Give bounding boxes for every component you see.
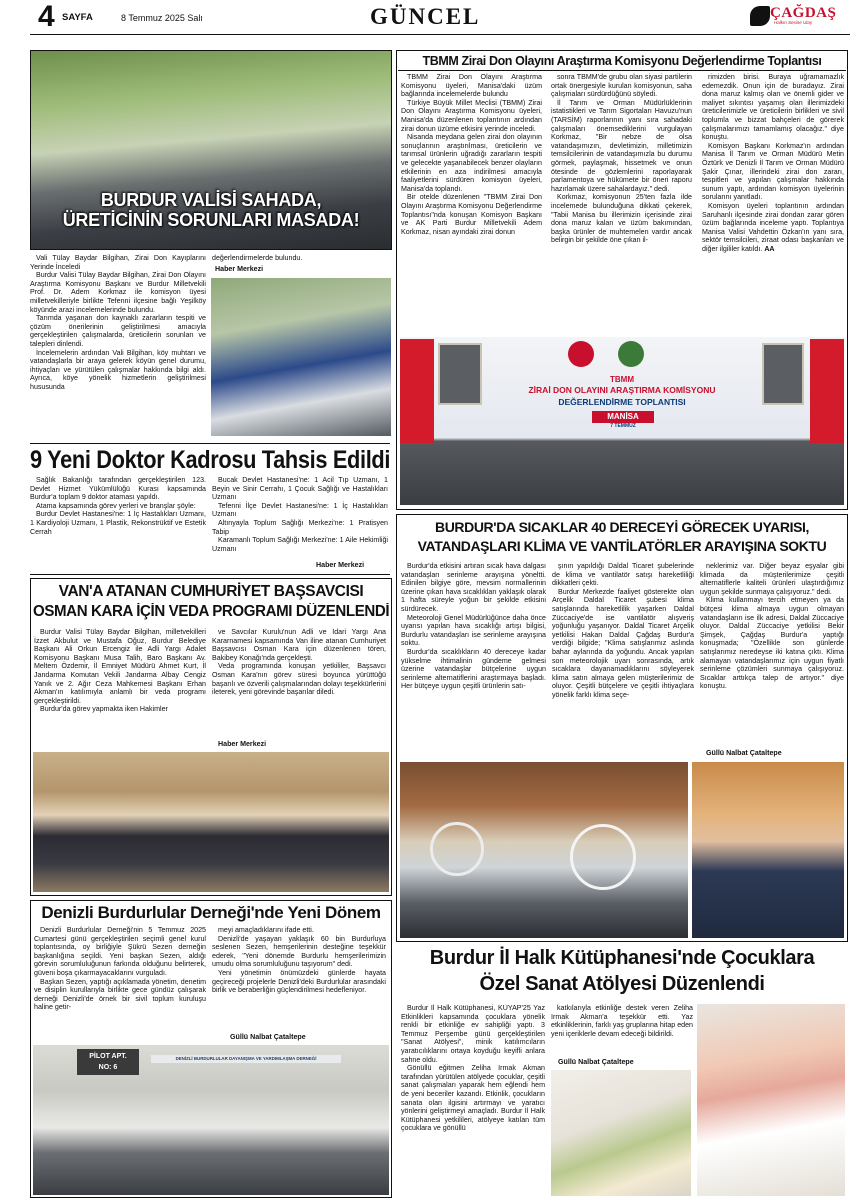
sicak-para: neklerimiz var. Diğer beyaz eşyalar gibi klimada da müşterilerimize çeşitli alternatiflerle kaliteli ürünleri ulaştırdığımız uygun şekilde sunmaya çalışıyoruz." dedi. <box>700 562 844 596</box>
tbmm-para-text: Komisyon üyeleri toplantının ardından Saruhanlı ilçesinde zirai dondan zarar gören üzüm bağlarında inceleme yaptı. Toplantıya Manisa Valisi Vahdettin Özkan'ın yanı sıra, sektör temsilcileri, ziraat odası başkanları ve diğer ilgililer katıldı. <box>702 201 844 253</box>
dernek-para: Yeni yönetimin önümüzdeki günlerde hayata geçireceği projelerle Denizli'deki Burdurlular arasındaki birlik ve beraberliğin güçlendirilmesi hedefleniyor. <box>212 968 386 995</box>
commission-emblem-icon <box>618 341 644 367</box>
vali-para: Burdur Valisi Tülay Baydar Bilgihan, Zirai Don Olayını Araştırma Komisyonu Başkanı ve Burdur Milletvekili Prof. Dr. Adem Korkmaz ile komisyon üyesi milletvekilleriyle birlikte Tefenni ilçesine bağlı Yeşilköy köyünde arazi incelemelerinde bulundu. <box>30 271 206 314</box>
sicak-col2 <box>552 562 694 758</box>
sign-line2: NO: 6 <box>98 1064 118 1071</box>
divider <box>30 443 390 444</box>
vali-para: Vali Tülay Baydar Bilgihan, Zirai Don Kayıplarını Yerinde İnceledi <box>30 254 206 271</box>
tbmm-emblem-icon <box>568 341 594 367</box>
vali-photo-frame <box>30 50 392 250</box>
child-painting-photo <box>697 1004 845 1196</box>
kutuphane-headline-line2: Özel Sanat Atölyesi Düzenlendi <box>479 973 765 995</box>
tbmm-para: rimizden birisi. Buraya uğramamazlık edemezdik. Onun için de buradayız. Zirai dona maruz kalmış olan ve önemli gider ve maliyet sıkıntısı yaşamış olan illerimizdeki üreticilerimizle ve üreticilerin birlikleri ve sivil toplumla ve bizzat bahçeleri de görerek çalışmalarımızı tamamlamış olacağız." diye konuştu. <box>702 73 844 142</box>
doktor-para: Bucak Devlet Hastanesi'ne: 1 Acil Tıp Uzmanı, 1 Beyin ve Sinir Cerrahı, 1 Çocuk Sağlığı ve Hastalıkları Uzmanı <box>212 476 388 502</box>
doktor-para: Burdur Devlet Hastanesi'ne: 1 İç Hastalıkları Uzmanı, 1 Kardiyoloji Uzmanı, 1 Plastik, Rekonstrüktif ve Estetik Cerrah <box>30 510 206 536</box>
dernek-para: Denizli Burdurlular Derneği'nin 5 Temmuz 2025 Cumartesi günü gerçekleştirilen seçimli genel kurul toplantısında, oy birliğiyle Şükrü Sezen derneğin başkanlığına seçildi. Yeni başkan Sezen, aldığı görevin sorumluluğunun farkında olduğunu belirterek, güveni boşa çıkarmayacaklarını vurguladı. <box>34 926 206 977</box>
vali-para: Tarımda yaşanan don kaynaklı zararların tespiti ve çözüm önerilerinin geliştirilmesi amacıyla gerçekleştirilen çalışmalarda, üreticilerin sorunları ve talepleri dinlendi. <box>30 314 206 348</box>
dernek-col1 <box>34 926 206 1044</box>
tbmm-para <box>702 202 844 254</box>
page-number: 4 <box>38 0 55 33</box>
tbmm-headline: TBMM Zirai Don Olayını Araştırma Komisyonu Değerlendirme Toplantısı <box>422 54 822 68</box>
doktor-para: Tefenni İlçe Devlet Hastanesi'ne: 1 İç Hastalıkları Uzmanı <box>212 501 388 519</box>
banner-date: 7 TEMMUZ <box>610 423 636 429</box>
sicak-para: Burdur Merkezde faaliyet gösterekte olan Arçelik Daldal Ticaret şubesi klima satışlarında hareketlilik yaşarken Daldal Züccaciye'de ise vantilatör alışveriş yoğunluğu yaşanıyor. Daldal Ticaret Arçelik yetkilisi Hakan Daldal Çağdaş Burdur'a verdiği bilgide; "Klima satışlarımız aslında bahar aylarında da yoğundu. Ancak yapılan son meteorolojik uyarı sonrasında, artık sıcaklara dayanamadıklarını söyleyerek klima satın almaya gelen müşterilerimiz de oluyor. Çeşitli bütçelere ve çeşitli ihtiyaçlara yönelik farklı klima seçe- <box>552 587 694 699</box>
section-title: GÜNCEL <box>370 4 481 29</box>
fan-icon <box>570 824 636 890</box>
turkish-flag-right <box>810 339 844 443</box>
page-label: SAYFA <box>62 12 93 23</box>
apartment-sign <box>77 1049 139 1075</box>
header-rule <box>30 34 850 35</box>
tbmm-col1 <box>401 73 542 335</box>
kutuphane-col2 <box>551 1004 693 1064</box>
vali-villagers-photo <box>211 278 391 436</box>
banner-line2: ZİRAİ DON OLAYINI ARAŞTIRMA KOMİSYONU <box>528 385 716 395</box>
van-col1 <box>34 628 206 750</box>
kutuphane-para: Gönüllü eğitmen Zeliha Irmak Akman tarafından yürütülen atölyede çocuklar, çeşitli sanat çalışmaları yaparak hem eğlendi hem de yeni beceriler kazandı. Etkinlik, çocukların sanata olan ilgisini artırmayı ve yaratıcı yönlerini geliştirmeyi amaçladı. Burdur İl Halk Kütüphanesi yetkilileri, atölyeye katılan tüm çocuklara ve gönüllü <box>401 1064 545 1133</box>
issue-date: 8 Temmuz 2025 Salı <box>121 13 203 23</box>
kutuphane-headline-line1: Burdur İl Halk Kütüphanesi'nde Çocuklara <box>429 947 815 969</box>
dernek-banner: DENİZLİ BURDURLULAR DAYANIŞMA VE YARDIMLAŞMA DERNEĞİ <box>151 1055 341 1063</box>
van-headline-line2: OSMAN KARA İÇİN VEDA PROGRAMI DÜZENLENDİ <box>33 603 390 620</box>
doktor-para: Altınyayla Toplum Sağlığı Merkezi'ne: 1 Pratisyen Tabip <box>212 518 388 536</box>
kutuphane-para: katkılarıyla etkinliğe destek veren Zeliha Irmak Akman'a teşekkür etti. Yaz etkinliklerinin, farklı yaş gruplarına hitap eden yeni içeriklerle devam edeceği bildirildi. <box>551 1004 693 1038</box>
vali-overlay-title <box>31 190 391 230</box>
vali-body-left <box>30 254 206 440</box>
tbmm-col3 <box>702 73 844 335</box>
vali-para: İncelemelerin ardından Vali Bilgihan, köy muhtarı ve vatandaşlarla bir araya gelerek köyün genel durumu, ihtiyaçları ve yürütülen çalışmalar hakkında bilgi aldı. Ayrıca, köye yönelik hizmetlerin geliştirilmesi hususunda <box>30 348 206 391</box>
sicak-para: Burdur'da etkisini artıran sıcak hava dalgası vatandaşları serinleme arayışına yöneltti. Edinilen bilgiye göre, mevsim normallerinin üzerine çıkan hava sıcaklıkları yaklaşık olarak 1 hafta süreyle yoğun bir şekilde etkisini sürdürecek. <box>401 562 546 613</box>
fans-store-photo <box>400 762 688 938</box>
dernek-para: Başkan Sezen, yaptığı açıklamada yönetim, denetim ve disiplin kurullarıyla birlikte gece gündüz çalışarak derneği Denizli'de örnek bir sivil toplum kuruluşu haline getir- <box>34 977 206 1012</box>
divider <box>398 70 846 71</box>
van-headline-line1: VAN'A ATANAN CUMHURİYET BAŞSAVCISI <box>58 583 364 600</box>
tbmm-para: İl Tarım ve Orman Müdürlüklerinin istatistikleri ve Tarım Sigortaları Havuzu'nun (TARSİM) raporlarının yanı sıra sahadaki çalışmaları önemsediklerini vurgulayan Korkmaz, "Bir nebze de olsa vatandaşımızın, devletimizin, milletimizin temsilcilerinin de vatandaşımızla bu durumu görmek, paylaşmak, hissetmek ve onun ötesinde de gözlemlerini raporlayarak parlamentoya ve hükümete bir öneri raporu hazırlamak üzere sahalardayız." dedi. <box>551 98 692 193</box>
sicak-col1 <box>401 562 546 758</box>
dernek-byline: Güllü Nalbat Çataltepe <box>230 1033 306 1041</box>
sicak-para: Klima kullanmayı tercih etmeyen ya da bütçesi klima almaya uygun olmayan vatandaşların ise ilk adresi, Daldal Züccaciye oluyor. Daldal Züccaciye yetkilisi Bekir Şimşek, Çağdaş Burdur'a yaptığı konuşmada; "Özellikle son günlerde satışlarımız neredeyse iki katına çıktı. Klima alamayan vatandaşlarımız için uygun fiyatlı serinleme çözümleri sunmaya çalışıyoruz. Sıcaklar arttıkça talep de artıyor." diye konuştu. <box>700 596 844 691</box>
tbmm-para: Türkiye Büyük Millet Meclisi (TBMM) Zirai Don Olayını Araştırma Komisyonu üyeleri, Manisa'da düzenlenen toplantının ardından zirai donun üzüme etkisini yerinde inceledi. <box>401 98 542 133</box>
vali-overlay-line2: ÜRETİCİNİN SORUNLARI MASADA! <box>62 210 360 230</box>
sicak-headline-line2: VATANDAŞLARI KLİMA VE VANTİLATÖRLER ARAYIŞINA SOKTU <box>417 538 827 554</box>
tbmm-para: sonra TBMM'de grubu olan siyasi partilerin ortak önergesiyle kurulan komisyonun, saha çalışmaları sürdürdüğünü söyledi. <box>551 73 692 99</box>
doktor-byline: Haber Merkezi <box>316 561 365 569</box>
tbmm-para: Korkmaz, komisyonun 25'ten fazla ilde incelemede bulunduğuna dikkati çekerek, "Tabii Manisa bu illerimizin içerisinde zirai dona maruz kalan ve üzüm bakımından, başka ürünler de muhtemelen vardır ancak belirgin bir şekilde öne çıkan il- <box>551 193 692 245</box>
president-portrait <box>762 343 804 405</box>
tbmm-para: TBMM Zirai Don Olayını Araştırma Komisyonu üyeleri, Manisa'daki üzüm bağlarında incelemelerde bulundu <box>401 73 542 99</box>
van-byline: Haber Merkezi <box>218 740 267 748</box>
tbmm-meeting-photo <box>400 337 844 505</box>
sicak-byline: Güllü Nalbat Çataltepe <box>706 749 782 757</box>
doktor-headline: 9 Yeni Doktor Kadrosu Tahsis Edildi <box>30 446 391 474</box>
logo-name: ÇAĞDAŞ <box>770 5 837 21</box>
kutuphane-byline: Güllü Nalbat Çataltepe <box>558 1058 634 1066</box>
dernek-para: Denizli'de yaşayan yaklaşık 60 bin Burdurluya seslenen Sezen, hemşerilerinin desteğine teşekkür ederek, "Yeni dönemde Burdurlu hemşerilerimizin umudu olma sorumluluğunu taşıyorum" dedi. <box>212 934 386 969</box>
vali-body-right: değerlendirmelerde bulundu. <box>212 254 303 262</box>
van-col2 <box>212 628 386 738</box>
turkish-flag-left <box>400 339 434 443</box>
doktor-col2 <box>212 476 388 572</box>
logo-tagline: Halkın Sesine Ulaş <box>774 20 813 25</box>
sign-line1: PİLOT APT. <box>89 1053 127 1060</box>
tbmm-para: Komisyon Başkanı Korkmaz'ın ardından Manisa İl Tarım ve Orman Müdürü Metin Öztürk ve Denizli İl Tarım ve Orman Müdürü Şakir Çınar, illerindeki zirai don zararı, tespitleri ve yapılan çalışmalar hakkında sunum yaptı, ardından komisyon üyelerinin sorularını yanıtladı. <box>702 141 844 202</box>
banner-city: MANİSA <box>592 411 654 423</box>
newspaper-logo <box>748 4 840 30</box>
kutuphane-col1 <box>401 1004 545 1198</box>
van-para: Burdur Valisi Tülay Baydar Bilgihan, milletvekilleri İzzet Akbulut ve Mustafa Oğuz, Burdur Belediye Başkanı Ali Orkun Ercengiz ile Adli Yargı Adalet Komisyonu Başkanı Musa Talih, Baro Başkanı Av. Meltem Özdemir, İl Emniyet Müdürü Ahmet Kurt, İl Jandarma Komutan Vekili Jandarma Albay Cengiz Yanık ve 2. Ağır Ceza Mahkemesi Başkanı Erhan Akman'ın katılımıyla anlamlı bir veda programı gerçekleştirildi. <box>34 628 206 705</box>
bird-icon <box>750 6 770 26</box>
van-para: Veda programında konuşan yetkililer, Başsavcı Osman Kara'nın görev süresi boyunca yürüttüğü başarılı ve özverili çalışmalarından dolayı teşekkürlerini ileterek, yeni görevinde başarılar diledi. <box>212 662 386 697</box>
dernek-para: meyi amaçladıklarını ifade etti. <box>218 926 314 934</box>
tbmm-para: Nisanda meydana gelen zirai don olayının sonuçlarının araştırılması, üreticilerin ve tarımsal ürünlerin uğradığı zararların tespiti ve gelecekte yaşanabilecek benzer olayların etkilerinin en aza indirilmesi amacıyla faaliyetlerini sürdüren komisyon üyeleri, Manisa'da toplandı. <box>401 133 542 193</box>
banner-line1: TBMM <box>610 375 634 384</box>
shop-owner-photo <box>692 762 844 938</box>
sicak-col3 <box>700 562 844 758</box>
divider <box>30 574 390 575</box>
doktor-para: Karamanlı Toplum Sağlığı Merkezi'ne: 1 Aile Hekimliği Uzmanı <box>212 536 388 553</box>
van-ceremony-photo <box>33 752 389 892</box>
banner-line3: DEĞERLENDİRME TOPLANTISI <box>558 397 686 407</box>
vali-overlay-line1: BURDUR VALİSİ SAHADA, <box>100 190 322 210</box>
dernek-group-photo <box>33 1045 389 1195</box>
ataturk-portrait <box>438 343 482 405</box>
sicak-headline-line1: BURDUR'DA SICAKLAR 40 DERECEYİ GÖRECEK UYARISI, <box>435 519 809 535</box>
sicak-para: Burdur'da sıcaklıkların 40 dereceye kadar yükselme ihtimalinin gündeme gelmesi üzerine vatandaşlar bütçelerine uygun serinleme alternatiflerini araştırmaya başladı. Her bütçeye uygun çeşitli ürünlerin satı- <box>401 647 546 691</box>
art-workshop-photo <box>551 1070 691 1196</box>
doktor-para: Sağlık Bakanlığı tarafından gerçekleştirilen 123. Devlet Hizmet Yükümlülüğü Kurası kapsamında Burdur'a toplam 9 doktor ataması yapıldı. <box>30 476 206 502</box>
van-para: ve Savcılar Kurulu'nun Adli ve İdari Yargı Ana Kararnamesi kapsamında Van iline atanan Cumhuriyet Başsavcısı Osman Kara için düzenlenen tören, Bakibey Konağı'nda gerçekleşti. <box>212 628 386 662</box>
dernek-col2 <box>212 926 386 1036</box>
tbmm-para: Bir otelde düzenlenen "TBMM Zirai Don Olayını Araştırma Komisyonu Değerlendirme Toplantısı"nda konuşan Komisyon Başkanı ve AK Parti Burdur Milletvekili Adem Korkmaz, nisan ayındaki zirai donun <box>401 193 542 236</box>
sicak-para: Meteoroloji Genel Müdürlüğünce daha önce uyarısı yapılan hava sıcaklığı artışı bilgisi, Burdurlu vatandaşları ise serinleme arayışına soktu. <box>401 613 546 648</box>
doktor-para: Atama kapsamında görev yerleri ve branşlar şöyle: <box>36 501 196 510</box>
doktor-col1 <box>30 476 206 572</box>
vali-byline: Haber Merkezi <box>215 265 264 273</box>
sicak-para: şının yapıldığı Daldal Ticaret şubelerinde de klima ve vantilatör satışı hareketliliği dikkatleri çekti. <box>552 562 694 588</box>
fan-icon <box>430 822 484 876</box>
kutuphane-para: Burdur İl Halk Kütüphanesi, KÜYAP'25 Yaz Etkinlikleri kapsamında çocuklara yönelik renkli bir etkinliğe ev sahipliği yaptı. 3 Temmuz Perşembe günü gerçekleştirilen "Sanat Atölyesi", minik katılımcıların yaratıcılıklarını ortaya koyduğu keyifli anlara sahne oldu. <box>401 1004 545 1064</box>
tbmm-col2 <box>551 73 692 335</box>
tbmm-sign: AA <box>764 244 775 253</box>
dernek-headline: Denizli Burdurlular Derneği'nde Yeni Dönem <box>41 903 381 922</box>
van-para: Burdur'da görev yapmakta iken Hakimler <box>40 705 168 714</box>
